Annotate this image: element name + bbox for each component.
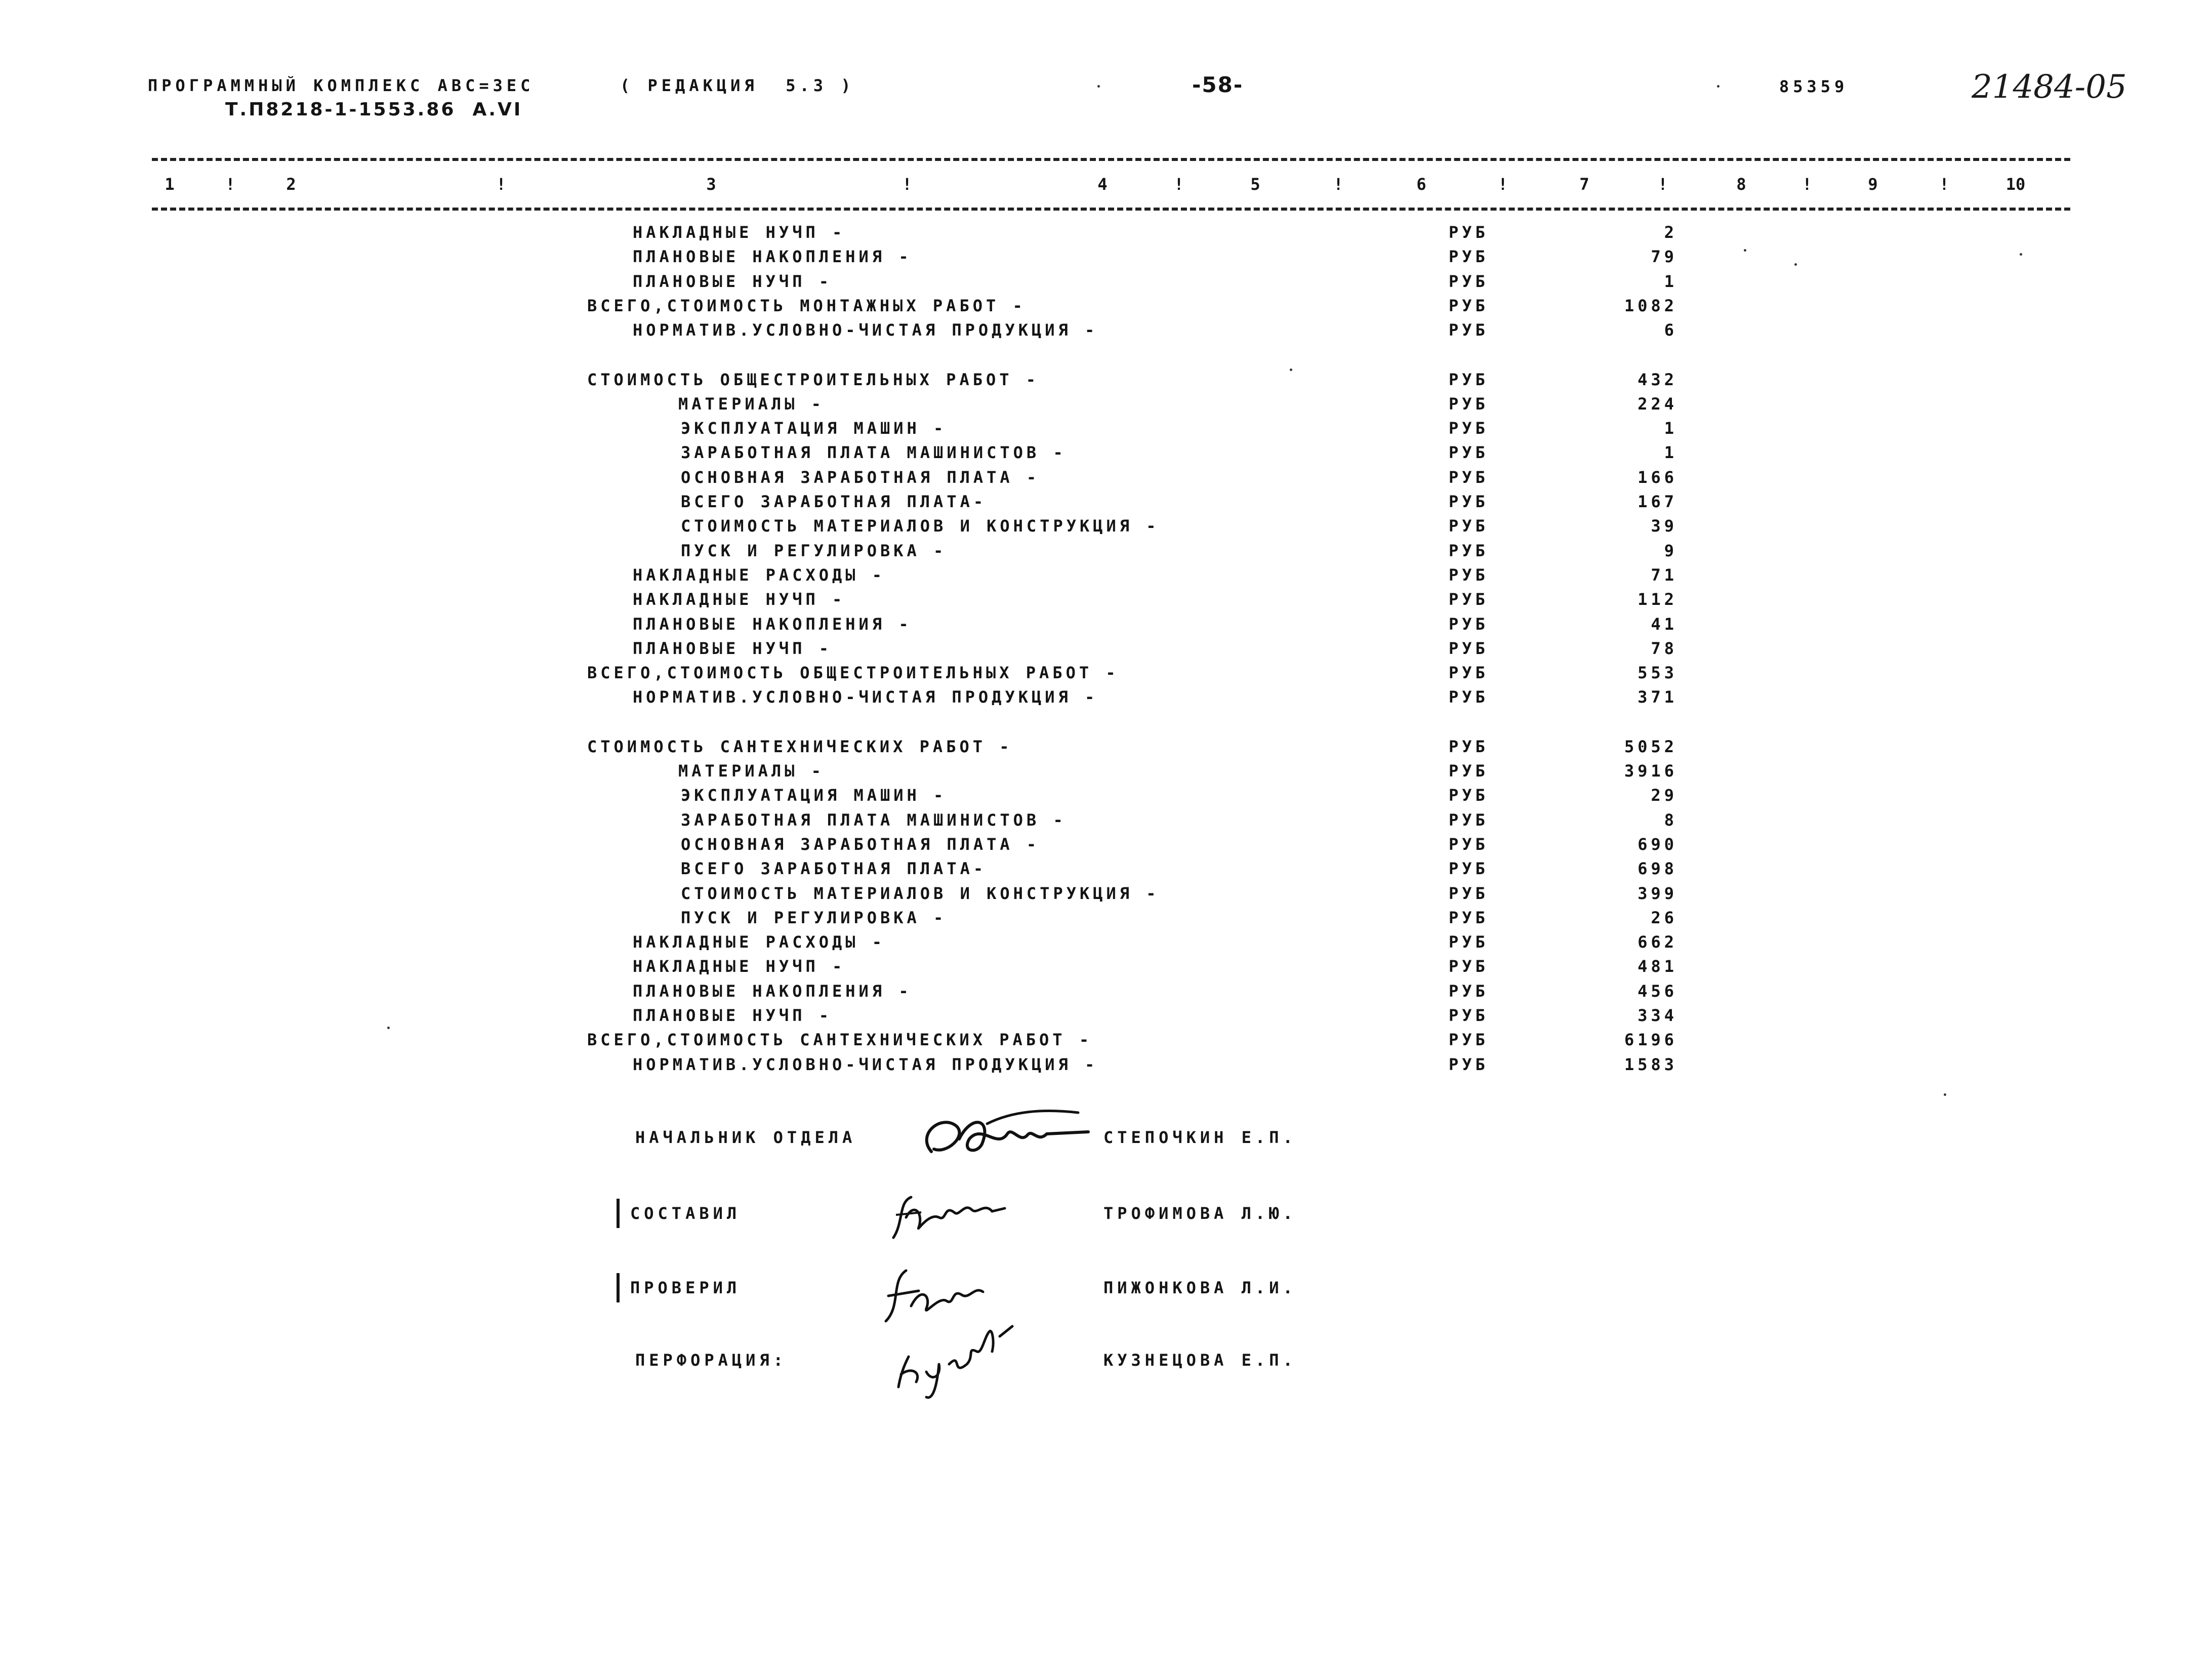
column-number: 2 — [286, 175, 296, 194]
row-label: НАКЛАДНЫЕ РАСХОДЫ - — [633, 932, 886, 952]
row-label: ПУСК И РЕГУЛИРОВКА - — [681, 908, 947, 927]
row-unit: РУБ — [1449, 1030, 1489, 1050]
column-number: 7 — [1579, 175, 1589, 194]
row-value: 481 — [1637, 957, 1677, 976]
row-unit: РУБ — [1449, 737, 1489, 756]
row-unit: РУБ — [1449, 957, 1489, 976]
row-value: 5052 — [1624, 737, 1677, 756]
row-unit: РУБ — [1449, 467, 1489, 487]
row-label: ПЛАНОВЫЕ НУЧП - — [633, 271, 832, 291]
column-separator: ! — [1498, 175, 1508, 194]
row-value: 371 — [1637, 687, 1677, 707]
row-unit: РУБ — [1449, 981, 1489, 1001]
row-unit: РУБ — [1449, 663, 1489, 683]
table-row — [0, 615, 2212, 639]
row-label: МАТЕРИАЛЫ - — [678, 761, 825, 781]
table-row — [0, 565, 2212, 590]
column-separator: ! — [496, 175, 506, 194]
row-label: ОСНОВНАЯ ЗАРАБОТНАЯ ПЛАТА - — [681, 467, 1040, 487]
row-label: СТОИМОСТЬ МАТЕРИАЛОВ И КОНСТРУКЦИЯ - — [681, 516, 1160, 536]
row-label: ЗАРАБОТНАЯ ПЛАТА МАШИНИСТОВ - — [681, 443, 1067, 463]
row-label: ПУСК И РЕГУЛИРОВКА - — [681, 541, 947, 560]
signature-kuznetsova — [886, 1316, 1028, 1402]
row-unit: РУБ — [1449, 492, 1489, 511]
table-row — [0, 370, 2212, 394]
signature-role: СОСТАВИЛ — [630, 1204, 741, 1223]
row-value: 399 — [1637, 883, 1677, 903]
row-value: 334 — [1637, 1006, 1677, 1025]
row-label: ВСЕГО,СТОИМОСТЬ МОНТАЖНЫХ РАБОТ - — [587, 296, 1026, 315]
edition-label: ( РЕДАКЦИЯ 5.3 ) — [620, 76, 855, 95]
table-row — [0, 296, 2212, 320]
signature-role: НАЧАЛЬНИК ОТДЕЛА — [635, 1128, 856, 1147]
table-row — [0, 590, 2212, 614]
row-label: ВСЕГО,СТОИМОСТЬ САНТЕХНИЧЕСКИХ РАБОТ - — [587, 1030, 1093, 1050]
row-unit: РУБ — [1449, 541, 1489, 560]
table-row — [0, 1055, 2212, 1079]
row-unit: РУБ — [1449, 932, 1489, 952]
row-label: НАКЛАДНЫЕ НУЧП - — [633, 957, 846, 976]
row-label: ПЛАНОВЫЕ НУЧП - — [633, 638, 832, 658]
row-unit: РУБ — [1449, 834, 1489, 854]
row-unit: РУБ — [1449, 320, 1489, 340]
signatory-name: ПИЖОНКОВА Л.И. — [1103, 1278, 1297, 1297]
row-value: 1082 — [1624, 296, 1677, 315]
row-unit: РУБ — [1449, 638, 1489, 658]
column-separator: ! — [1939, 175, 1949, 194]
row-label: ЭКСПЛУАТАЦИЯ МАШИН - — [681, 419, 947, 438]
row-value: 456 — [1637, 981, 1677, 1001]
row-value: 1 — [1664, 419, 1677, 438]
row-label: НОРМАТИВ.УСЛОВНО-ЧИСТАЯ ПРОДУКЦИЯ - — [633, 320, 1098, 340]
scan-speck — [387, 1027, 390, 1029]
handwritten-number: 21484-05 — [1972, 68, 2127, 106]
row-value: 432 — [1637, 370, 1677, 389]
column-separator: ! — [1802, 175, 1812, 194]
row-unit: РУБ — [1449, 1006, 1489, 1025]
table-row — [0, 932, 2212, 957]
row-unit: РУБ — [1449, 1054, 1489, 1074]
row-value: 29 — [1651, 786, 1677, 805]
row-label: ПЛАНОВЫЕ НАКОПЛЕНИЯ - — [633, 247, 912, 267]
row-label: НАКЛАДНЫЕ РАСХОДЫ - — [633, 565, 886, 585]
table-row — [0, 663, 2212, 687]
row-value: 2 — [1664, 223, 1677, 242]
row-unit: РУБ — [1449, 370, 1489, 389]
row-label: ВСЕГО ЗАРАБОТНАЯ ПЛАТА- — [681, 492, 987, 511]
row-unit: РУБ — [1449, 883, 1489, 903]
row-value: 224 — [1637, 394, 1677, 414]
row-label: СТОИМОСТЬ МАТЕРИАЛОВ И КОНСТРУКЦИЯ - — [681, 883, 1160, 903]
column-number: 10 — [2005, 175, 2026, 194]
row-label: МАТЕРИАЛЫ - — [678, 394, 825, 414]
signatory-name: СТЕПОЧКИН Е.П. — [1103, 1128, 1297, 1147]
signature-role: ПРОВЕРИЛ — [630, 1278, 741, 1297]
column-number: 1 — [165, 175, 175, 194]
row-value: 166 — [1637, 467, 1677, 487]
table-row — [0, 320, 2212, 345]
row-value: 1 — [1664, 271, 1677, 291]
row-label: ЭКСПЛУАТАЦИЯ МАШИН - — [681, 786, 947, 805]
row-value: 71 — [1651, 565, 1677, 585]
table-row — [0, 443, 2212, 467]
row-label: ВСЕГО ЗАРАБОТНАЯ ПЛАТА- — [681, 859, 987, 879]
row-value: 39 — [1651, 516, 1677, 536]
row-label: НАКЛАДНЫЕ НУЧП - — [633, 223, 846, 242]
row-value: 9 — [1664, 541, 1677, 560]
row-unit: РУБ — [1449, 247, 1489, 267]
table-row — [0, 884, 2212, 908]
row-unit: РУБ — [1449, 687, 1489, 707]
row-unit: РУБ — [1449, 419, 1489, 438]
table-row — [0, 761, 2212, 786]
scan-speck — [1717, 85, 1719, 88]
row-value: 6 — [1664, 320, 1677, 340]
signature-stepochkin — [911, 1104, 1103, 1169]
row-value: 8 — [1664, 810, 1677, 830]
row-unit: РУБ — [1449, 271, 1489, 291]
signature-trofimova — [883, 1182, 1015, 1248]
row-value: 1583 — [1624, 1054, 1677, 1074]
header-bottom-rule — [152, 208, 2070, 211]
page-number: -58- — [1192, 72, 1244, 97]
row-value: 698 — [1637, 859, 1677, 879]
row-unit: РУБ — [1449, 590, 1489, 609]
table-row — [0, 687, 2212, 712]
row-unit: РУБ — [1449, 223, 1489, 242]
row-unit: РУБ — [1449, 761, 1489, 781]
column-number: 6 — [1416, 175, 1426, 194]
row-value: 1 — [1664, 443, 1677, 463]
row-unit: РУБ — [1449, 443, 1489, 463]
table-row — [0, 247, 2212, 271]
column-number: 4 — [1097, 175, 1108, 194]
row-label: ПЛАНОВЫЕ НАКОПЛЕНИЯ - — [633, 981, 912, 1001]
table-row — [0, 639, 2212, 663]
row-label: СТОИМОСТЬ ОБЩЕСТРОИТЕЛЬНЫХ РАБОТ - — [587, 370, 1040, 389]
column-separator: ! — [902, 175, 912, 194]
program-title: ПРОГРАММНЫЙ КОМПЛЕКС АВС=3ЕС — [148, 76, 535, 95]
table-row — [0, 786, 2212, 810]
row-unit: РУБ — [1449, 565, 1489, 585]
row-value: 41 — [1651, 614, 1677, 634]
document-code: 85359 — [1779, 77, 1849, 96]
row-value: 78 — [1651, 638, 1677, 658]
row-value: 112 — [1637, 590, 1677, 609]
table-row — [0, 394, 2212, 419]
row-unit: РУБ — [1449, 859, 1489, 879]
scan-speck — [1097, 85, 1100, 88]
table-row — [0, 859, 2212, 883]
row-value: 662 — [1637, 932, 1677, 952]
row-value: 79 — [1651, 247, 1677, 267]
table-row — [0, 419, 2212, 443]
signature-role: ПЕРФОРАЦИЯ: — [635, 1351, 787, 1370]
table-row — [0, 1030, 2212, 1054]
row-label: НАКЛАДНЫЕ НУЧП - — [633, 590, 846, 609]
row-value: 553 — [1637, 663, 1677, 683]
row-value: 26 — [1651, 908, 1677, 927]
table-row — [0, 982, 2212, 1006]
row-label: ПЛАНОВЫЕ НАКОПЛЕНИЯ - — [633, 614, 912, 634]
column-separator: ! — [225, 175, 235, 194]
table-row — [0, 272, 2212, 296]
row-label: СТОИМОСТЬ САНТЕХНИЧЕСКИХ РАБОТ - — [587, 737, 1013, 756]
column-separator: ! — [1333, 175, 1343, 194]
signatory-name: ТРОФИМОВА Л.Ю. — [1103, 1204, 1297, 1223]
row-value: 6196 — [1624, 1030, 1677, 1050]
scan-speck — [1744, 249, 1746, 252]
row-label: НОРМАТИВ.УСЛОВНО-ЧИСТАЯ ПРОДУКЦИЯ - — [633, 687, 1098, 707]
scan-speck — [1944, 1093, 1946, 1096]
row-label: ЗАРАБОТНАЯ ПЛАТА МАШИНИСТОВ - — [681, 810, 1067, 830]
table-row — [0, 1006, 2212, 1030]
row-label: ВСЕГО,СТОИМОСТЬ ОБЩЕСТРОИТЕЛЬНЫХ РАБОТ - — [587, 663, 1119, 683]
table-row — [0, 468, 2212, 492]
row-label: НОРМАТИВ.УСЛОВНО-ЧИСТАЯ ПРОДУКЦИЯ - — [633, 1054, 1098, 1074]
row-unit: РУБ — [1449, 394, 1489, 414]
row-value: 690 — [1637, 834, 1677, 854]
column-number: 3 — [706, 175, 716, 194]
table-row — [0, 737, 2212, 761]
project-code: Т.П8218-1-1553.86 А.VI — [225, 99, 523, 120]
row-unit: РУБ — [1449, 614, 1489, 634]
table-row — [0, 908, 2212, 932]
column-separator: ! — [1658, 175, 1668, 194]
column-number: 8 — [1736, 175, 1746, 194]
row-unit: РУБ — [1449, 296, 1489, 315]
row-unit: РУБ — [1449, 810, 1489, 830]
signatory-name: КУЗНЕЦОВА Е.П. — [1103, 1351, 1297, 1370]
column-number: 9 — [1868, 175, 1878, 194]
row-unit: РУБ — [1449, 908, 1489, 927]
margin-tick — [617, 1273, 620, 1302]
scan-speck — [1794, 263, 1797, 266]
row-unit: РУБ — [1449, 786, 1489, 805]
table-row — [0, 223, 2212, 247]
table-row — [0, 957, 2212, 981]
table-row — [0, 492, 2212, 516]
row-unit: РУБ — [1449, 516, 1489, 536]
table-row — [0, 810, 2212, 835]
row-label: ОСНОВНАЯ ЗАРАБОТНАЯ ПЛАТА - — [681, 834, 1040, 854]
table-row — [0, 835, 2212, 859]
column-separator: ! — [1174, 175, 1184, 194]
table-row — [0, 516, 2212, 541]
row-value: 167 — [1637, 492, 1677, 511]
column-number: 5 — [1250, 175, 1260, 194]
row-value: 3916 — [1624, 761, 1677, 781]
header-top-rule — [152, 158, 2070, 161]
scan-speck — [1290, 369, 1292, 371]
margin-tick — [617, 1199, 620, 1228]
row-label: ПЛАНОВЫЕ НУЧП - — [633, 1006, 832, 1025]
table-row — [0, 541, 2212, 565]
scan-speck — [2020, 253, 2022, 256]
